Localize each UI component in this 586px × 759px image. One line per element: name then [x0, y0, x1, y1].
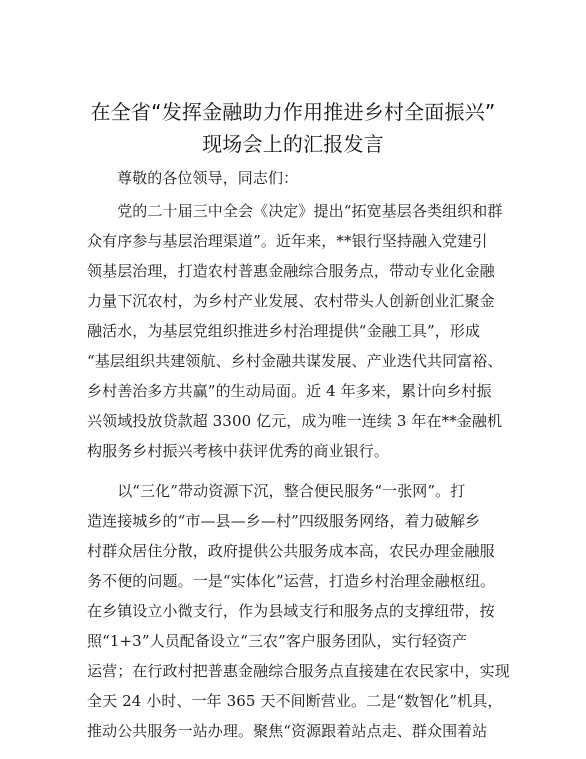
- paragraph-2: [87, 476, 510, 746]
- text-line: 力量下沉农村，为乡村产业发展、农村带头人创新创业汇聚金: [87, 292, 495, 310]
- salutation: [87, 163, 507, 193]
- document-title-line-1: 在全省“发挥金融助力作用推进乡村全面振兴”: [90, 100, 496, 124]
- text-line: 造连接城乡的“市—县—乡—村”四级服务网络，着力破解乡: [87, 512, 481, 530]
- text-line: 务不便的问题。一是“实体化”运营，打造乡村治理金融枢纽。: [87, 572, 496, 590]
- salutation-line: 尊敬的各位领导，同志们：: [117, 169, 299, 187]
- text-line: 领基层治理，打造农村普惠金融综合服务点，带动专业化金融: [87, 262, 495, 280]
- text-line: 兴领域投放贷款超 3300 亿元，成为唯一连续 3 年在**金融机: [87, 412, 503, 430]
- document-title-line-2: 现场会上的汇报发言: [202, 132, 384, 156]
- text-line: 乡村善治多方共赢”的生动局面。近 4 年多来，累计向乡村振: [87, 382, 492, 400]
- text-line: 党的二十届三中全会《决定》提出“拓宽基层各类组织和群: [87, 202, 503, 220]
- paragraph-1: [87, 196, 507, 466]
- text-line: 运营；在行政村把普惠金融综合服务点直接建在农民家中，实现: [87, 662, 510, 680]
- text-line: 在乡镇设立小微支行，作为县域支行和服务点的支撑纽带，按: [87, 602, 495, 620]
- text-line: 众有序参与基层治理渠道”。近年来，**银行坚持融入党建引: [87, 232, 488, 250]
- text-line: 全天 24 小时、一年 365 天不间断营业。二是“数智化”机具，: [87, 692, 503, 710]
- text-line: 融活水，为基层党组织推进乡村治理提供“金融工具”，形成: [87, 322, 481, 340]
- text-line: 村群众居住分散，政府提供公共服务成本高，农民办理金融服: [87, 542, 495, 560]
- text-line: 构服务乡村振兴考核中获评优秀的商业银行。: [87, 442, 390, 460]
- text-line: 照“1+3”人员配备设立“三农”客户服务团队，实行轻资产: [87, 632, 468, 650]
- text-line: 推动公共服务一站办理。聚焦“资源跟着站点走、群众围着站: [87, 722, 488, 740]
- text-line: 以“三化”带动资源下沉，整合便民服务“一张网”。打: [87, 482, 466, 500]
- text-line: “基层组织共建领航、乡村金融共谋发展、产业迭代共同富裕、: [87, 352, 503, 370]
